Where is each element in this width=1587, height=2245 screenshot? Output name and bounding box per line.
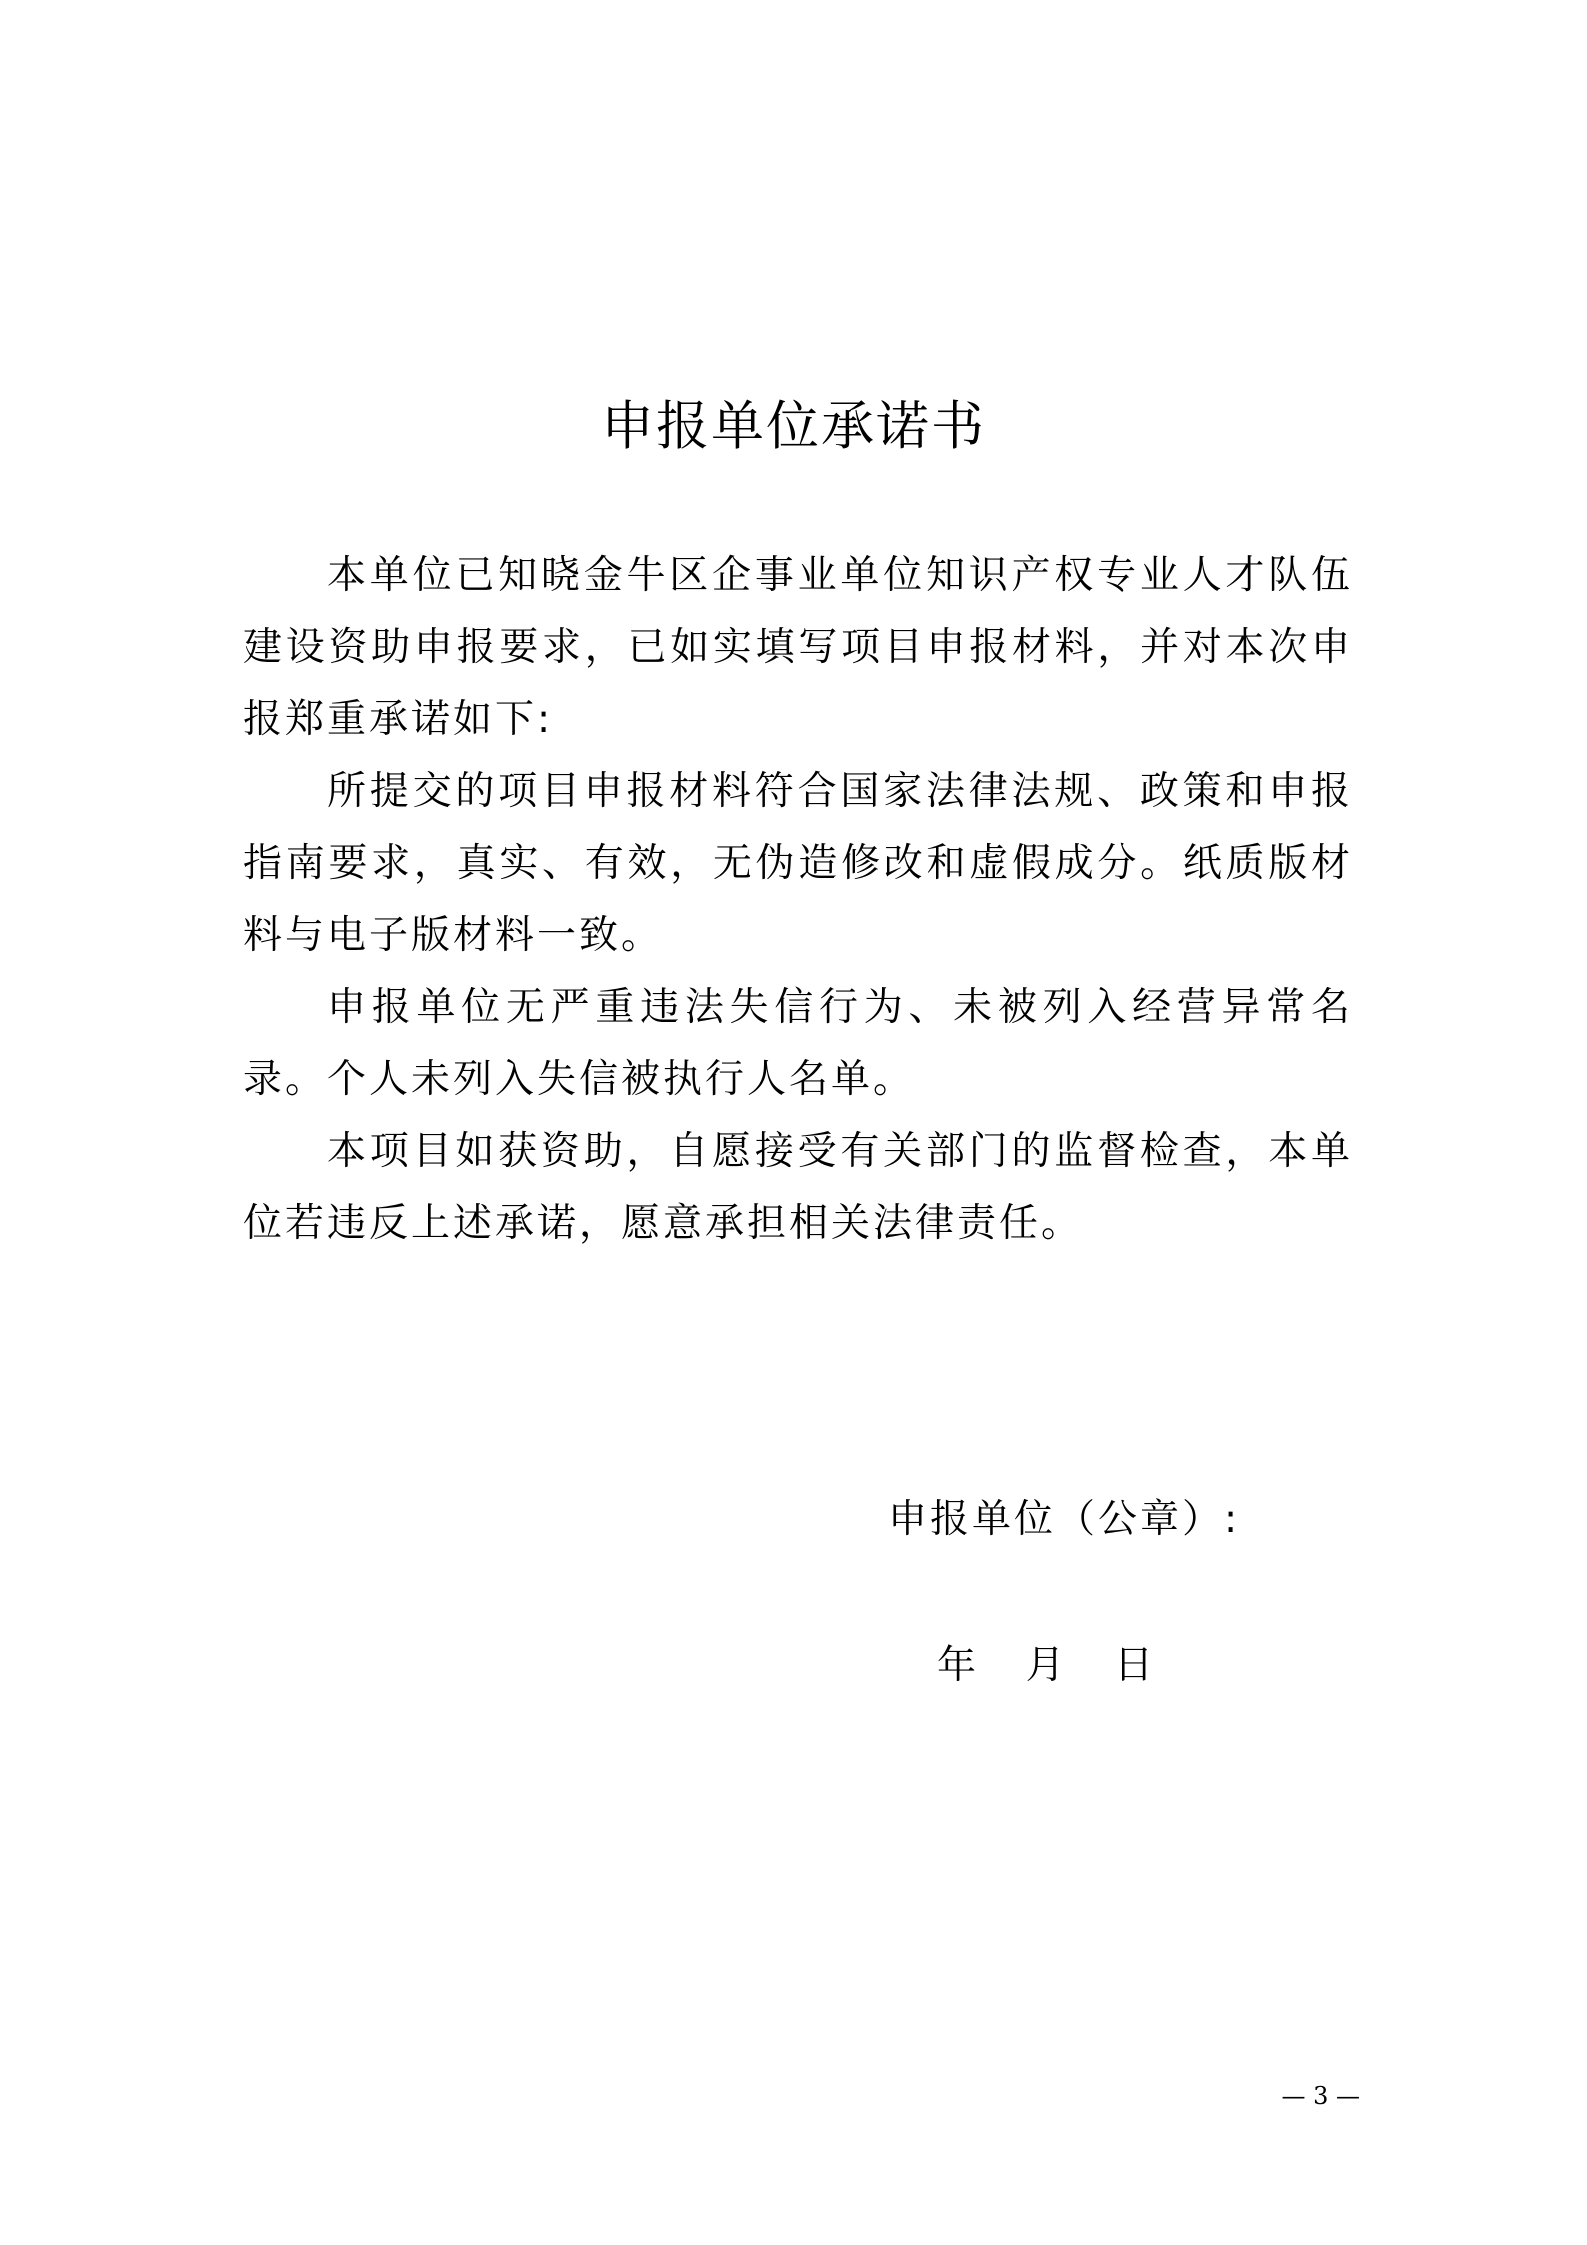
paragraph-supervision: 本项目如获资助，自愿接受有关部门的监督检查，本单位若违反上述承诺，愿意承担相关法律责任。: [243, 1129, 1353, 1246]
page-number: — 3 —: [1281, 2082, 1360, 2110]
commitment-body: [243, 540, 1353, 1260]
paragraph-materials: 所提交的项目申报材料符合国家法律法规、政策和申报指南要求，真实、有效，无伪造修改和虚假成分。纸质版材料与电子版材料一致。: [243, 769, 1353, 958]
signature-unit-seal: 申报单位（公章）:: [888, 1497, 1241, 1542]
paragraph-credit: 申报单位无严重违法失信行为、未被列入经营异常名录。个人未列入失信被执行人名单。: [243, 985, 1353, 1102]
paragraph-intro: 本单位已知晓金牛区企事业单位知识产权专业人才队伍建设资助申报要求，已如实填写项目申报材料，并对本次申报郑重承诺如下:: [243, 553, 1353, 742]
document-title: 申报单位承诺书: [601, 396, 986, 457]
signature-date: 年 月 日: [937, 1643, 1154, 1688]
